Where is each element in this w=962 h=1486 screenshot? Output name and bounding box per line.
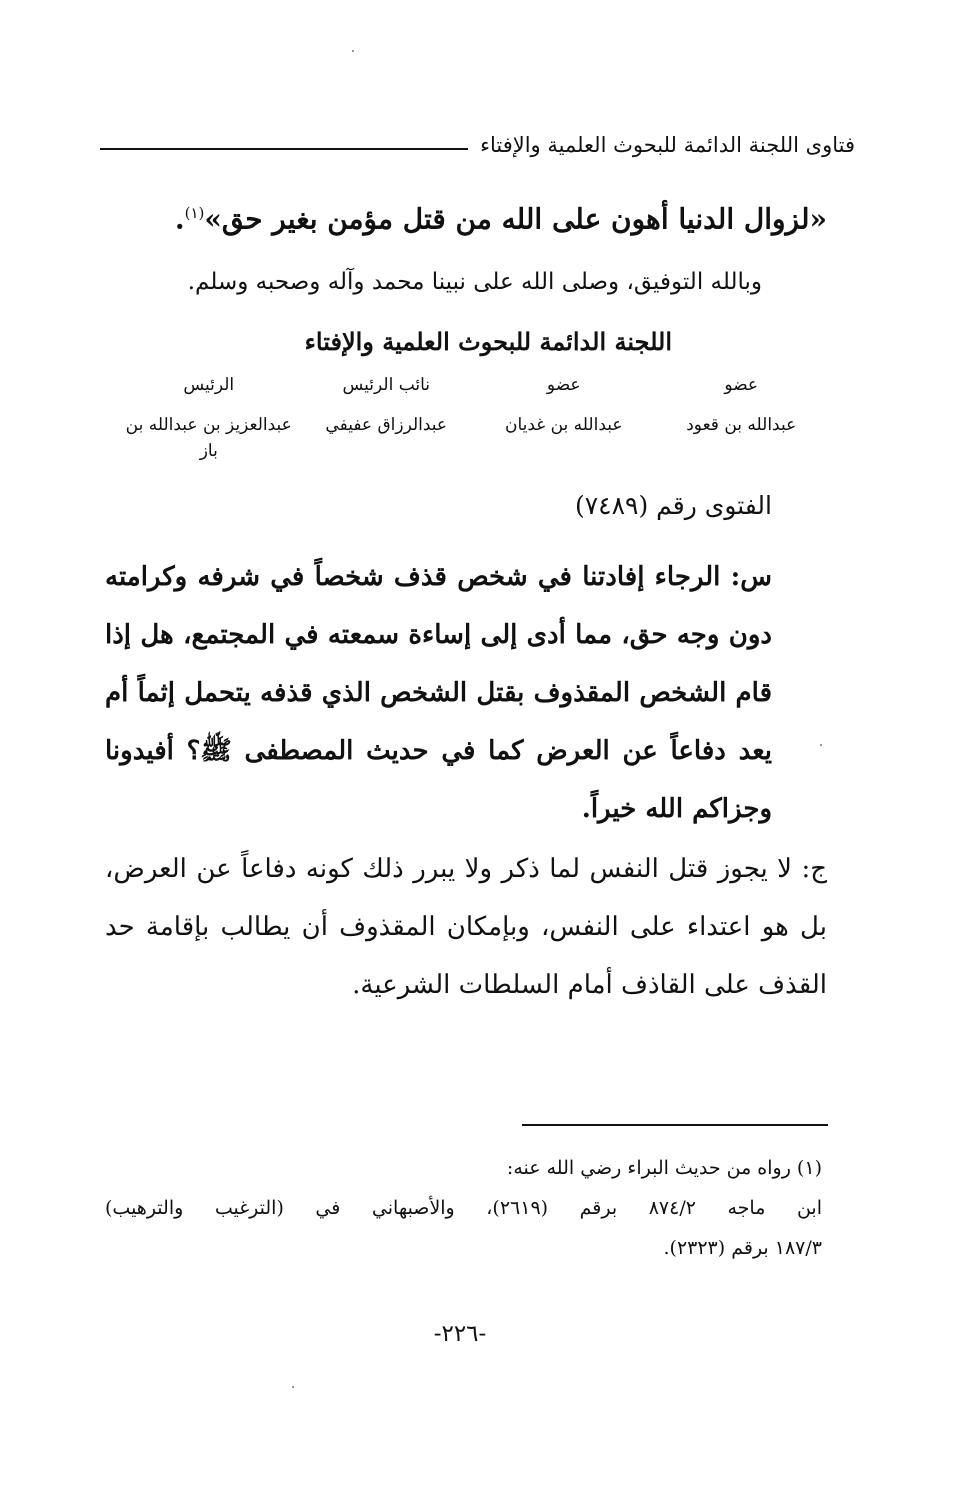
closing-formula: وبالله التوفيق، وصلى الله على نبينا محمد وآله وصحبه وسلم. <box>187 269 762 295</box>
footnote-reference[interactable]: (١) <box>184 204 205 222</box>
member-name: عبدالله بن قعود <box>686 415 797 435</box>
footnote-separator <box>522 1124 828 1126</box>
answer-paragraph: ج: لا يجوز قتل النفس لما ذكر ولا يبرر ذلك كونه دفاعاً عن العرض، بل هو اعتداء على النفس، وبإمكان المقذوف أن يطالب بإقامة حد القذف على القاذف أمام السلطات الشرعية. <box>105 854 827 1000</box>
footnote <box>105 1148 822 1268</box>
footnote-line: ١٨٧/٣ برقم (٢٣٢٣). <box>663 1237 822 1259</box>
signature-block <box>120 372 830 464</box>
member-role: عضو <box>546 375 581 395</box>
member-name: عبدالرزاق عفيفي <box>325 415 448 435</box>
header-title: فتاوى اللجنة الدائمة للبحوث العلمية والإفتاء <box>480 133 855 157</box>
hadith-text: «لزوال الدنيا أهون على الله من قتل مؤمن بغير حق» <box>204 202 827 236</box>
member-role: عضو <box>724 375 759 395</box>
footnote-line: ابن ماجه ٨٧٤/٢ برقم (٢٦١٩)، والأصبهاني في (الترغيب والترهيب) <box>105 1197 822 1219</box>
member-role: الرئيس <box>183 375 235 395</box>
header-rule <box>100 148 468 150</box>
question-paragraph: س: الرجاء إفادتنا في شخص قذف شخصاً في شرفه وكرامته دون وجه حق، مما أدى إلى إساءة سمعته في المجتمع، هل إذا قام الشخص المقذوف بقتل الشخص الذي قذفه يتحمل إثماً أم يعد دفاعاً عن العرض كما في حديث المصطفى ﷺ؟ أفيدونا وجزاكم الله خيراً. <box>105 562 772 824</box>
committee-name: اللجنة الدائمة للبحوث العلمية والإفتاء <box>304 327 672 356</box>
scan-speck <box>820 744 822 746</box>
scan-speck <box>292 1386 294 1388</box>
page-number: -٢٢٦- <box>433 1321 487 1347</box>
member-role: نائب الرئيس <box>342 375 431 395</box>
hadith-quote <box>100 188 827 244</box>
member-name: عبدالله بن غديان <box>504 415 623 435</box>
running-header <box>100 128 855 162</box>
member-name: عبدالعزيز بن عبدالله بن باز <box>125 415 292 461</box>
scan-speck <box>352 50 354 52</box>
footnote-line: (١) رواه من حديث البراء رضي الله عنه: <box>506 1157 822 1179</box>
hadith-trailing-period: . <box>174 202 185 236</box>
fatwa-number: الفتوى رقم (٧٤٨٩) <box>574 491 772 520</box>
